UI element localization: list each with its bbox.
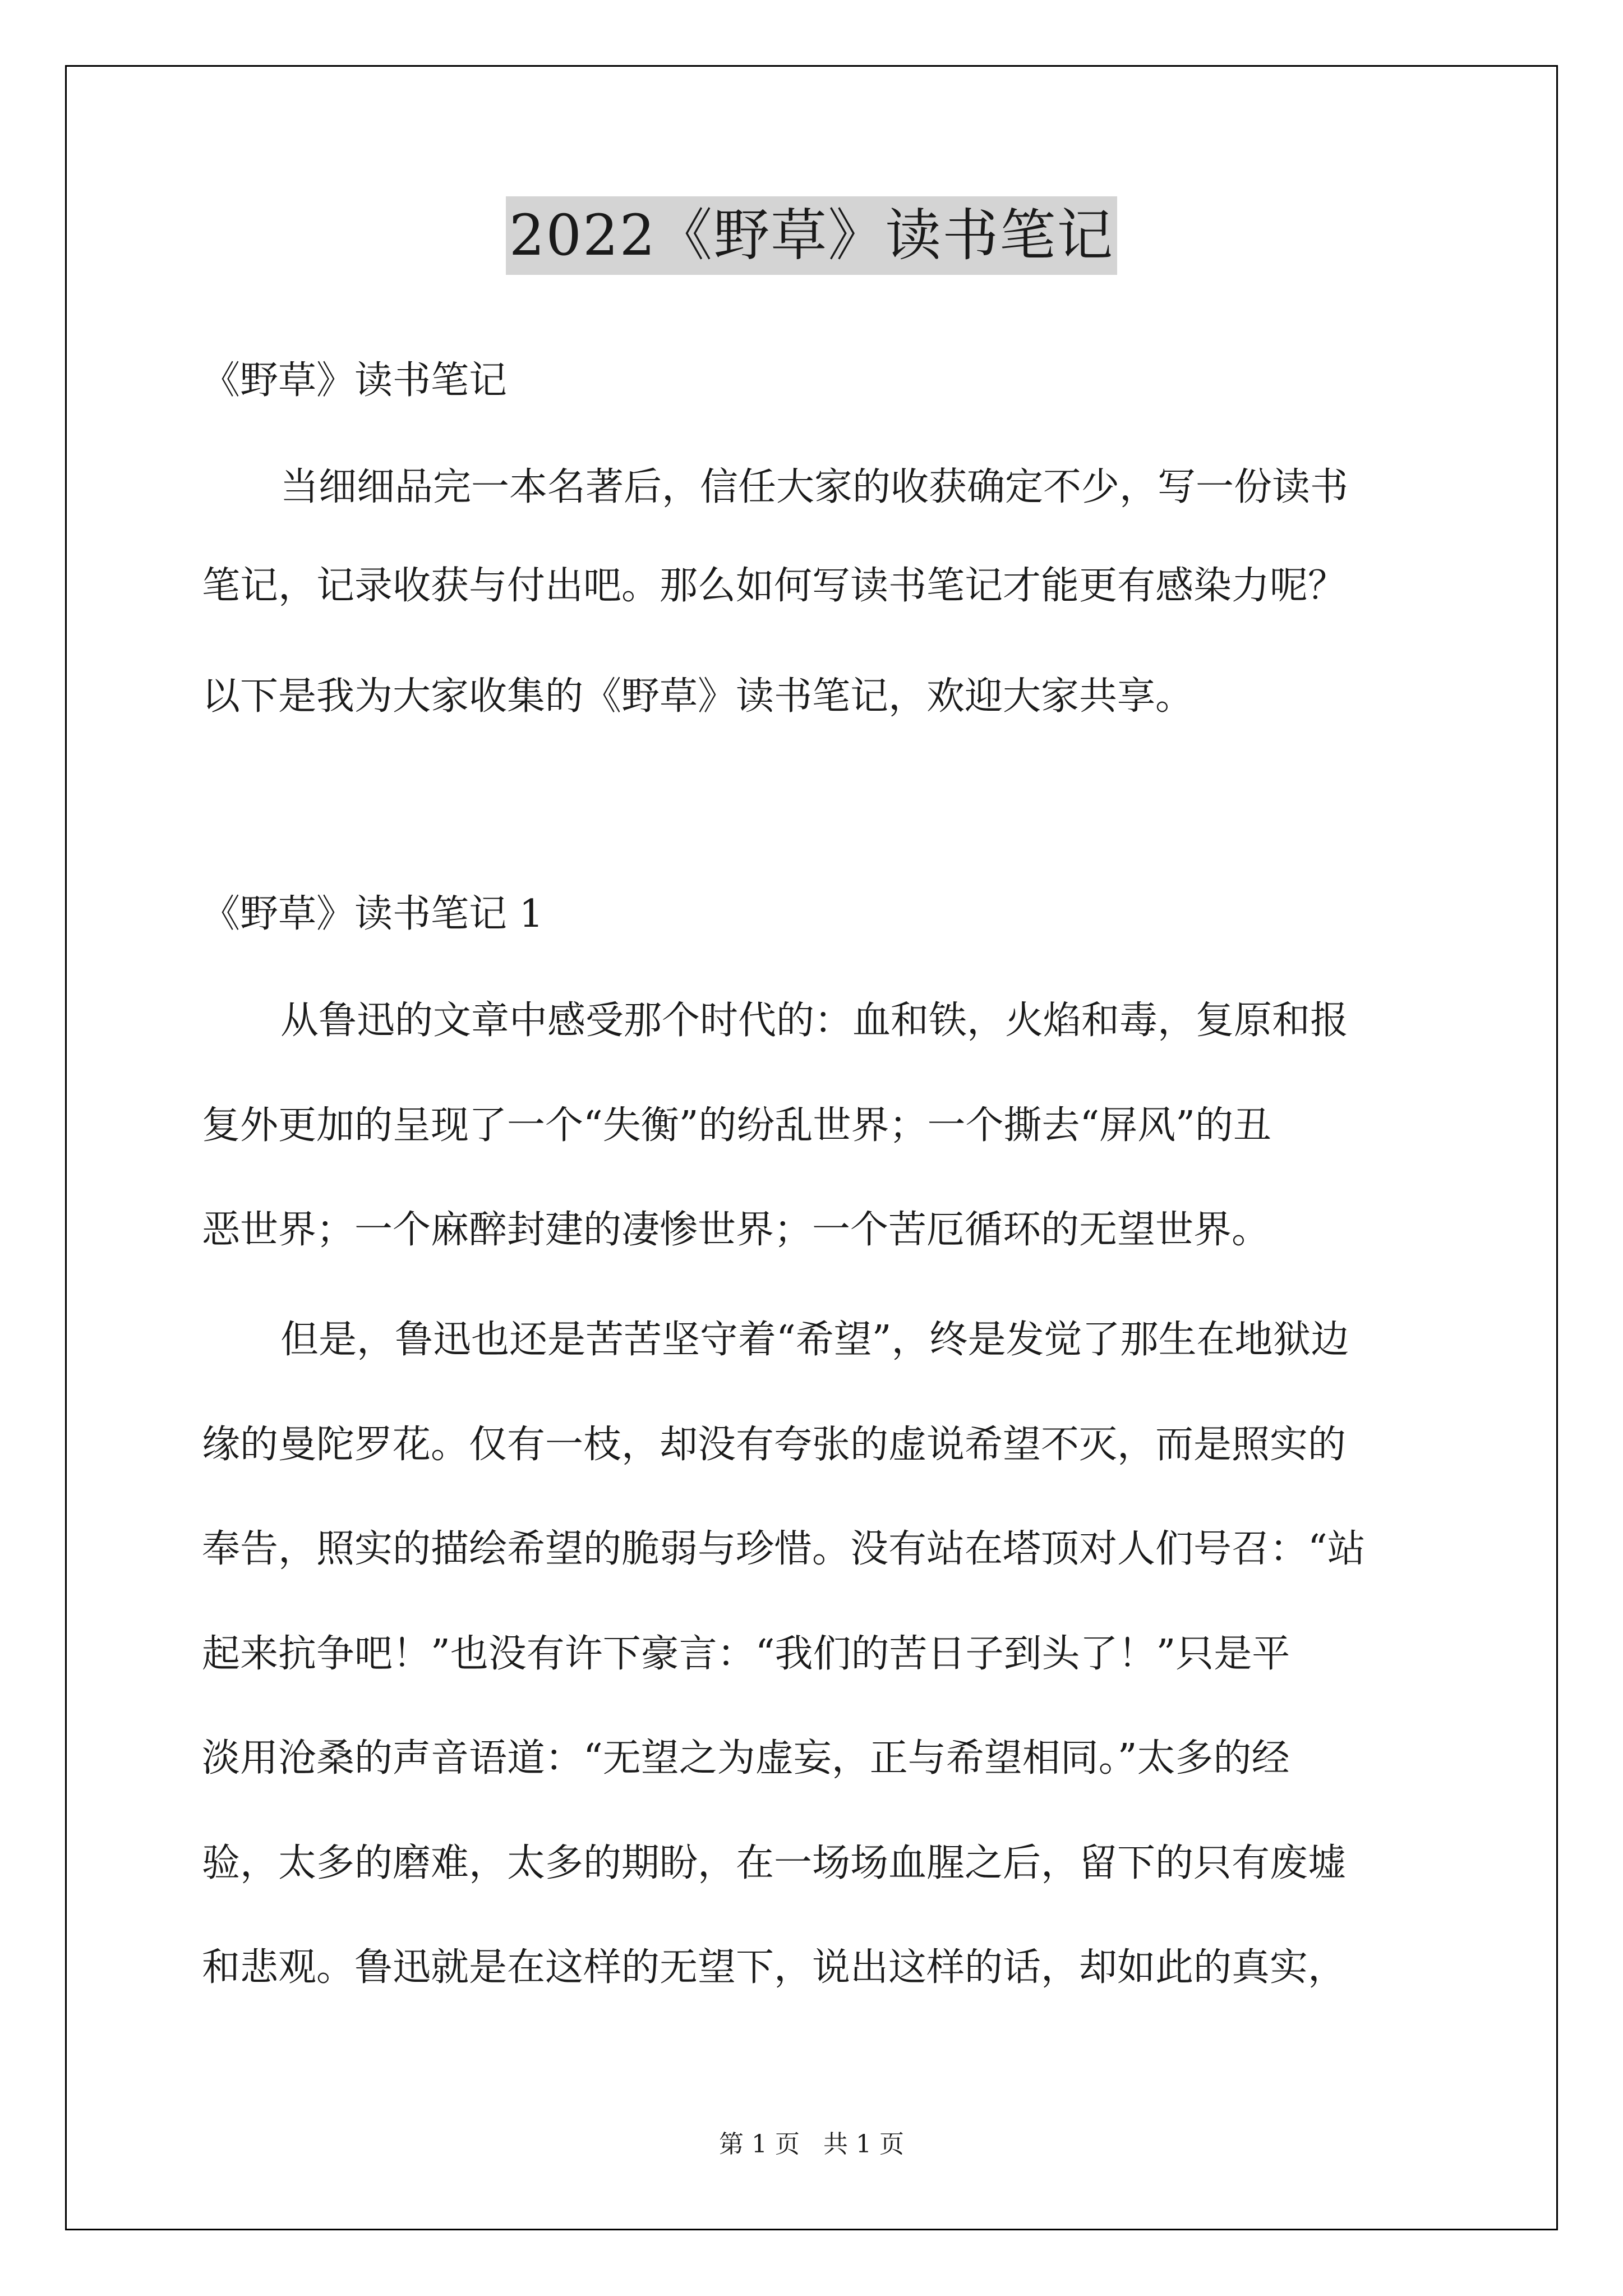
page-footer (0, 2128, 1623, 2161)
paragraph-line: 以下是我为大家收集的《野草》读书笔记，欢迎大家共享。 (202, 674, 1194, 719)
paragraph-line: 从鲁迅的文章中感受那个时代的：血和铁，火焰和毒，复原和报 (280, 999, 1349, 1043)
paragraph-line: 和悲观。鲁迅就是在这样的无望下，说出这样的话，却如此的真实， (202, 1945, 1347, 1990)
paragraph-line: 复外更加的呈现了一个“失衡”的纷乱世界；一个撕去“屏风”的丑 (202, 1103, 1272, 1148)
paragraph-line: 淡用沧桑的声音语道：“无望之为虚妄，正与希望相同。”太多的经 (202, 1736, 1290, 1780)
page-number: 第 1 页 (719, 2130, 800, 2159)
page-total: 共 1 页 (823, 2130, 904, 2159)
paragraph-line: 验，太多的磨难，太多的期盼，在一场场血腥之后，留下的只有废墟 (202, 1841, 1347, 1885)
paragraph-line: 恶世界；一个麻醉封建的凄惨世界；一个苦厄循环的无望世界。 (202, 1208, 1270, 1252)
paragraph-line: 当细细品完一本名著后，信任大家的收获确定不少，写一份读书 (280, 465, 1349, 509)
paragraph-line: 奉告，照实的描绘希望的脆弱与珍惜。没有站在塔顶对人们号召：“站 (202, 1527, 1366, 1571)
document-title: 2022《野草》读书笔记 (506, 196, 1118, 275)
title-container (0, 196, 1623, 275)
subtitle: 《野草》读书笔记 (202, 358, 508, 403)
section-heading: 《野草》读书笔记 1 (202, 892, 543, 936)
paragraph-line: 但是，鲁迅也还是苦苦坚守着“希望”，终是发觉了那生在地狱边 (280, 1318, 1349, 1362)
paragraph-line: 笔记，记录收获与付出吧。那么如何写读书笔记才能更有感染力呢？ (202, 564, 1347, 608)
paragraph-line: 缘的曼陀罗花。仅有一枝，却没有夸张的虚说希望不灭，而是照实的 (202, 1423, 1347, 1467)
paragraph-line: 起来抗争吧！”也没有许下豪言：“我们的苦日子到头了！”只是平 (202, 1632, 1290, 1676)
